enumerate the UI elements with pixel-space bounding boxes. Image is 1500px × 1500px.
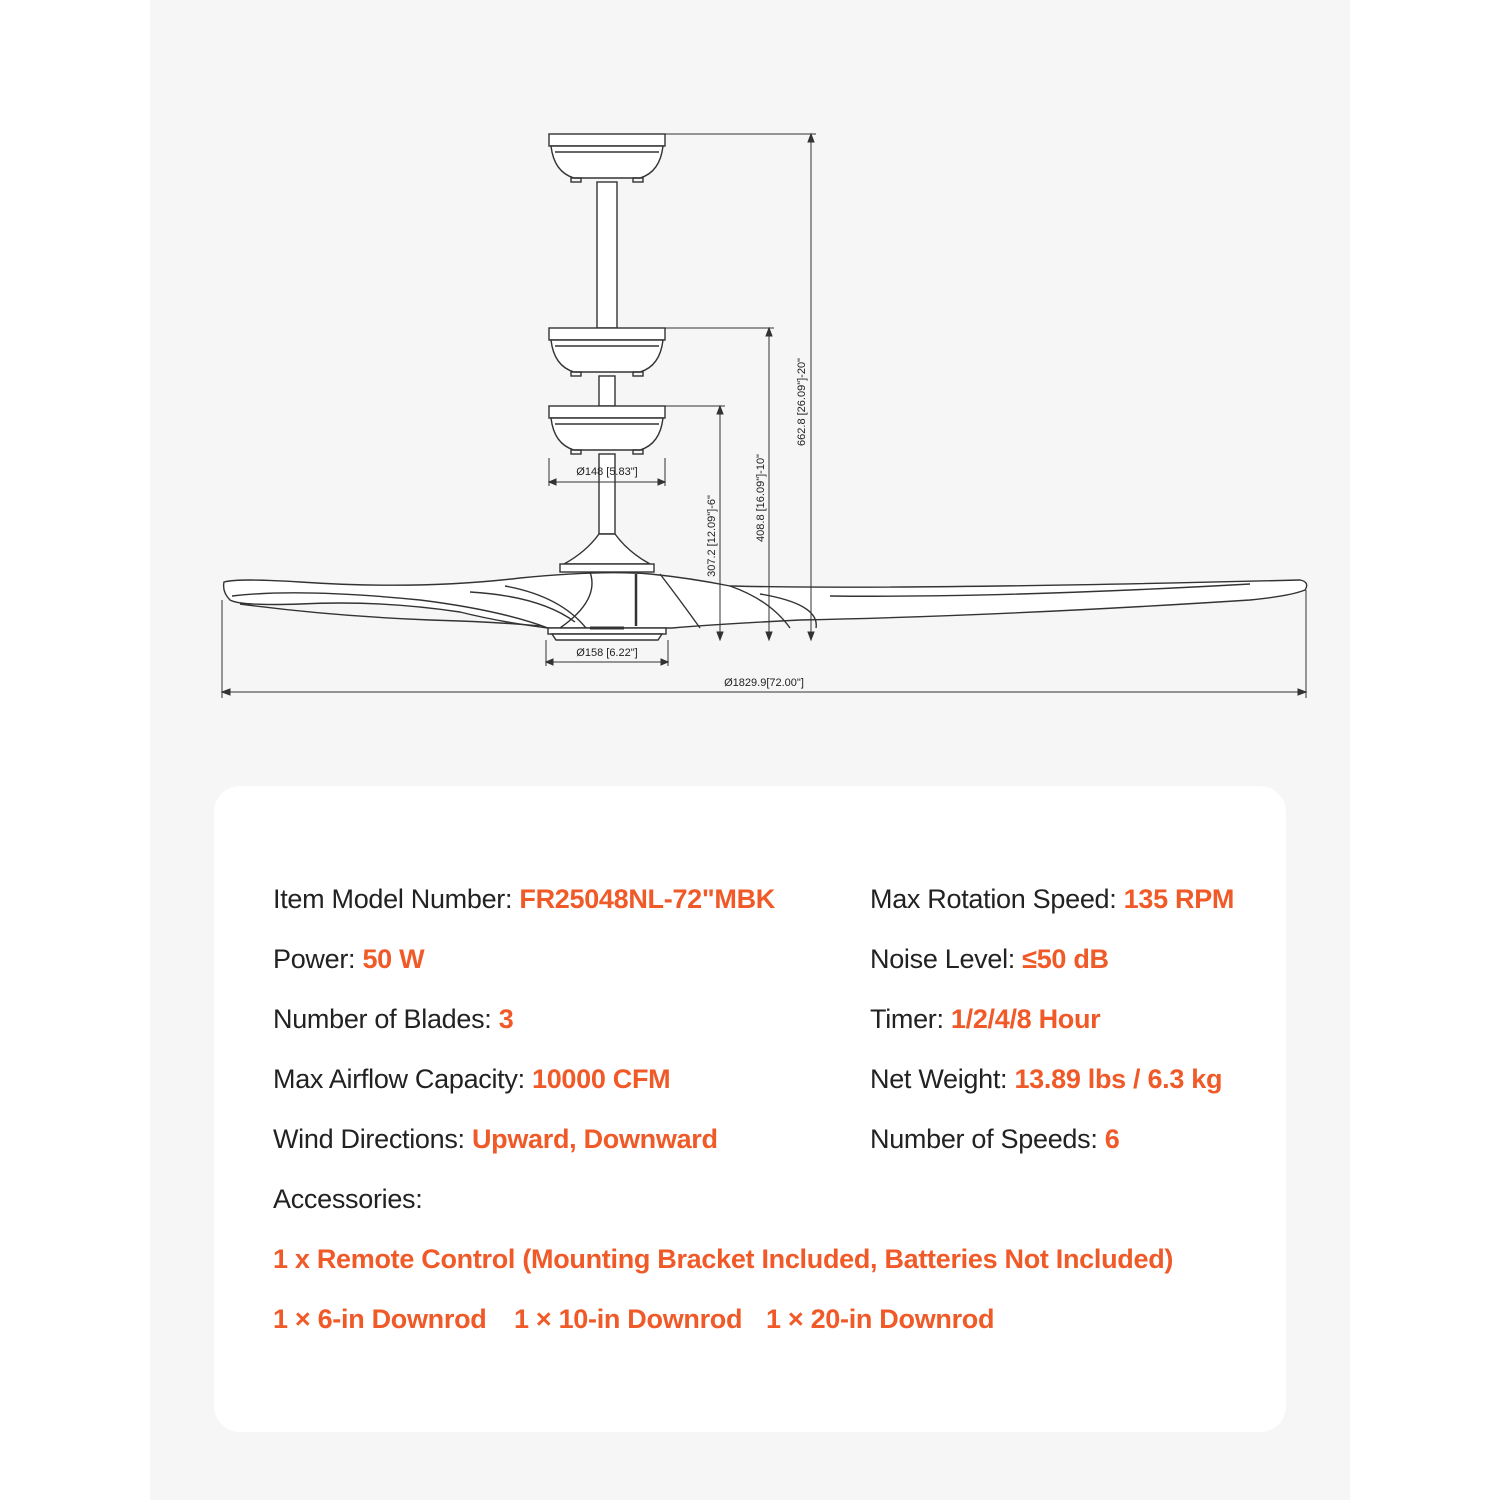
canopy-diameter-label: Ø148 [5.83"] — [576, 466, 638, 478]
spec-card — [214, 786, 1286, 1432]
accessory-20in-downrod: 1 × 20-in Downrod — [766, 1304, 995, 1334]
spec-number-of-blades: Number of Blades: 3 — [273, 1004, 514, 1034]
light-diameter-label: Ø158 [6.22"] — [576, 647, 638, 659]
spec-noise-level: Noise Level: ≤50 dB — [870, 944, 1109, 974]
height-6in-label: 307.2 [12.09"]-6" — [706, 495, 718, 577]
fan-blades — [224, 572, 1307, 628]
accessory-6in-downrod: 1 × 6-in Downrod — [273, 1304, 487, 1334]
spec-wind-directions: Wind Directions: Upward, Downward — [273, 1124, 718, 1154]
spec-airflow-capacity: Max Airflow Capacity: 10000 CFM — [273, 1064, 671, 1094]
spec-power: Power: 50 W — [273, 944, 425, 974]
canopy-10in — [549, 328, 665, 376]
spec-number-of-speeds: Number of Speeds: 6 — [870, 1124, 1120, 1154]
spec-model-number: Item Model Number: FR25048NL-72"MBK — [273, 884, 775, 914]
canopy-20in — [549, 134, 665, 182]
accessory-10in-downrod: 1 × 10-in Downrod — [514, 1304, 743, 1334]
height-10in-label: 408.8 [16.09"]-10" — [755, 454, 767, 542]
spec-net-weight: Net Weight: 13.89 lbs / 6.3 kg — [870, 1064, 1223, 1094]
motor-cone — [564, 534, 650, 564]
spec-timer: Timer: 1/2/4/8 Hour — [870, 1004, 1101, 1034]
accessories-label: Accessories: — [273, 1184, 423, 1214]
canopy-6in — [549, 406, 665, 454]
accessory-remote-control: 1 x Remote Control (Mounting Bracket Included, Batteries Not Included) — [273, 1244, 1174, 1274]
blade-span-label: Ø1829.9[72.00"] — [724, 677, 804, 689]
downrod-upper — [597, 182, 617, 328]
light-kit — [548, 628, 666, 640]
spec-rotation-speed: Max Rotation Speed: 135 RPM — [870, 884, 1235, 914]
height-20in-label: 662.8 [26.09"]-20" — [796, 358, 808, 446]
